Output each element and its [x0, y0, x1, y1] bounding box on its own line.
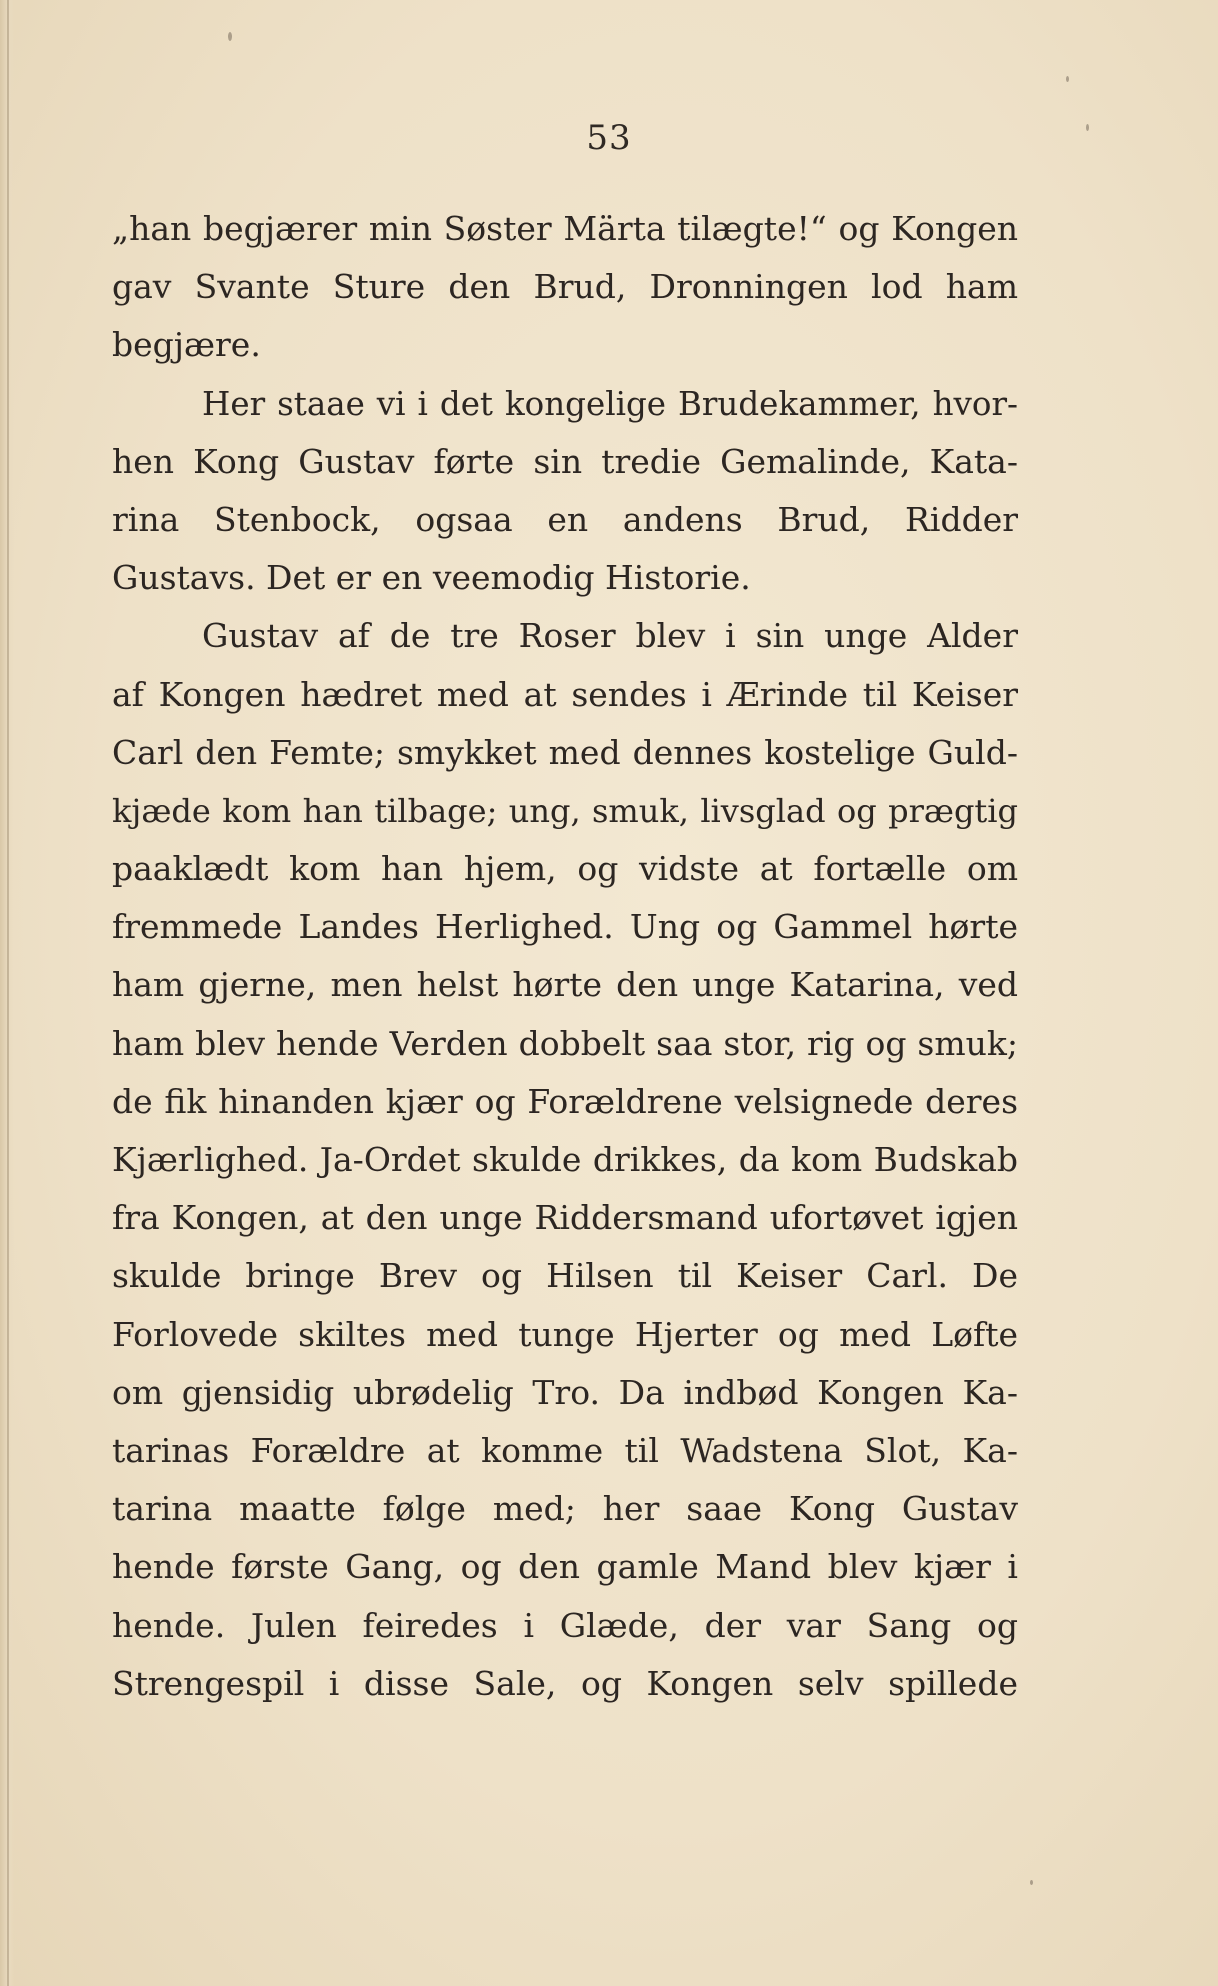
- text-line: rina Stenbock, ogsaa en andens Brud, Ridder: [112, 499, 1018, 539]
- text-line: om gjensidig ubrødelig Tro. Da indbød Kongen Ka-: [112, 1372, 1018, 1412]
- text-line: Gustav af de tre Roser blev i sin unge Alder: [202, 616, 1018, 656]
- text-line: Kjærlighed. Ja-Ordet skulde drikkes, da kom Budskab: [112, 1140, 1018, 1179]
- text-line: ham blev hende Verden dobbelt saa stor, rig og smuk;: [112, 1023, 1018, 1063]
- paper-speck: [1066, 76, 1069, 82]
- text-line: Her staae vi i det kongelige Brudekammer, hvor-: [202, 384, 1018, 423]
- body-text: [112, 200, 1018, 1713]
- text-line: hende. Julen feiredes i Glæde, der var Sang og: [112, 1605, 1018, 1645]
- text-line: Carl den Femte; smykket med dennes kostelige Guld-: [112, 732, 1018, 772]
- text-line: fremmede Landes Herlighed. Ung og Gammel hørte: [112, 907, 1018, 947]
- binding-line: [7, 0, 9, 1986]
- text-line: paaklædt kom han hjem, og vidste at fortælle om: [112, 849, 1018, 889]
- text-line: „han begjærer min Søster Märta tilægte!“ og Kongen: [112, 209, 1018, 248]
- text-line: Gustavs. Det er en veemodig Historie.: [112, 558, 751, 598]
- text-line: tarina maatte følge med; her saae Kong Gustav: [112, 1489, 1018, 1529]
- text-line: gav Svante Sture den Brud, Dronningen lod ham: [112, 267, 1018, 307]
- text-line: begjære.: [112, 325, 261, 365]
- page-number: 53: [586, 118, 632, 158]
- text-line: kjæde kom han tilbage; ung, smuk, livsglad og prægtig: [112, 791, 1018, 830]
- text-line: tarinas Forældre at komme til Wadstena Slot, Ka-: [112, 1430, 1018, 1470]
- text-line: fra Kongen, at den unge Riddersmand ufortøvet igjen: [112, 1198, 1018, 1238]
- paper-speck: [228, 32, 232, 41]
- text-line: ham gjerne, men helst hørte den unge Katarina, ved: [112, 965, 1018, 1005]
- text-line: af Kongen hædret med at sendes i Ærinde til Keiser: [112, 674, 1018, 714]
- text-line: Strengespil i disse Sale, og Kongen selv spillede: [112, 1663, 1018, 1703]
- text-line: Forlovede skiltes med tunge Hjerter og med Løfte: [112, 1314, 1018, 1354]
- text-line: hen Kong Gustav førte sin tredie Gemalinde, Kata-: [112, 441, 1018, 481]
- text-line: de fik hinanden kjær og Forældrene velsignede deres: [112, 1081, 1018, 1121]
- text-line: hende første Gang, og den gamle Mand blev kjær i: [112, 1547, 1018, 1587]
- text-line: skulde bringe Brev og Hilsen til Keiser Carl. De: [112, 1256, 1018, 1296]
- paper-speck: [1030, 1880, 1033, 1885]
